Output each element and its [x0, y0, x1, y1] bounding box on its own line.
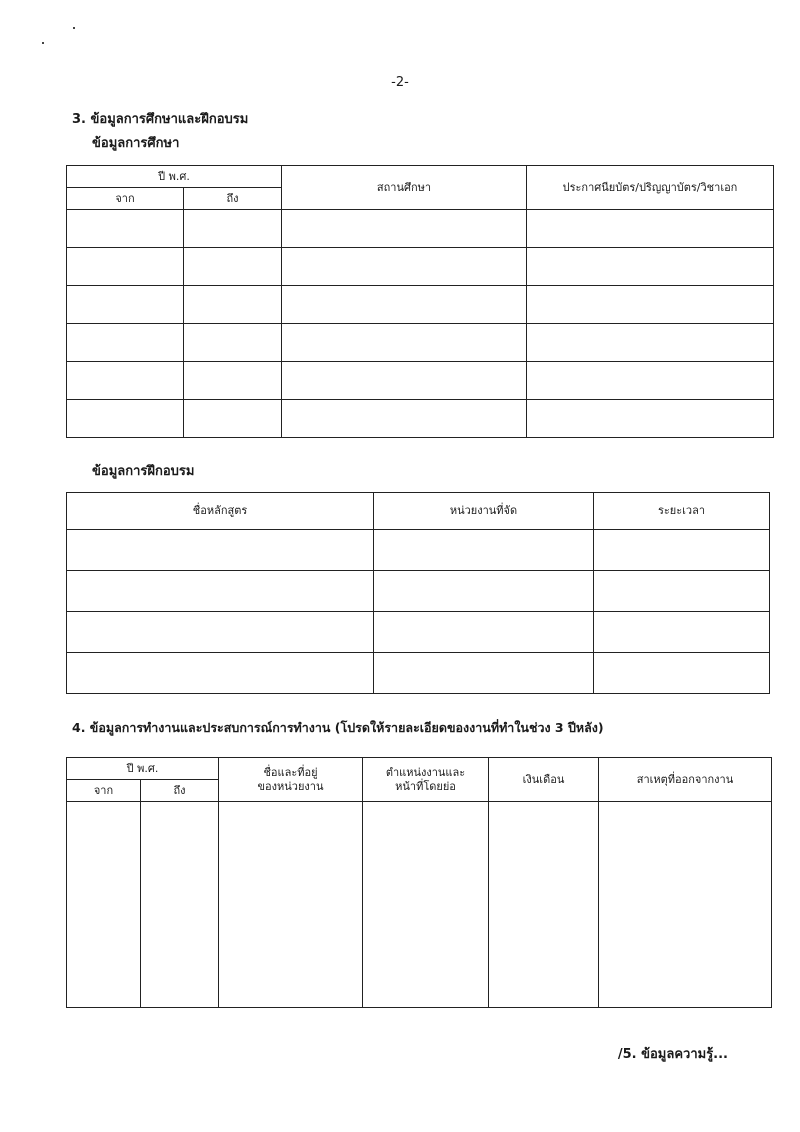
education-cell: [282, 248, 527, 286]
education-cell: [527, 362, 774, 400]
education-row: [67, 248, 774, 286]
training-cell: [374, 612, 594, 653]
training-cell: [67, 612, 374, 653]
training-cell: [594, 653, 770, 694]
education-cell: [67, 362, 184, 400]
training-subtitle: ข้อมูลการฝึกอบรม: [92, 464, 195, 479]
education-institution-header: สถานศึกษา: [282, 166, 527, 210]
training-row: [67, 653, 770, 694]
education-to-header: ถึง: [184, 188, 282, 210]
continued-next-page-note: /5. ข้อมูลความรู้...: [617, 1047, 728, 1062]
education-cell: [527, 210, 774, 248]
work-reason-header: สาเหตุที่ออกจากงาน: [599, 758, 772, 802]
education-cell: [282, 210, 527, 248]
education-cell: [282, 286, 527, 324]
education-cell: [527, 248, 774, 286]
education-cell: [527, 286, 774, 324]
training-cell: [67, 653, 374, 694]
education-row: [67, 286, 774, 324]
education-subtitle: ข้อมูลการศึกษา: [92, 136, 180, 151]
training-cell: [374, 571, 594, 612]
education-cell: [67, 248, 184, 286]
work-position-header-line1: ตำแหน่งงานและ: [385, 765, 466, 779]
training-duration-header: ระยะเวลา: [594, 493, 770, 530]
education-qualification-header: ประกาศนียบัตร/ปริญญาบัตร/วิชาเอก: [527, 166, 774, 210]
scan-speck: [42, 42, 44, 44]
education-cell: [184, 362, 282, 400]
work-to-header: ถึง: [141, 780, 219, 802]
work-cell: [489, 802, 599, 1008]
education-cell: [184, 248, 282, 286]
education-cell: [184, 400, 282, 438]
section3-title: 3. ข้อมูลการศึกษาและฝึกอบรม: [72, 112, 249, 127]
education-row: [67, 362, 774, 400]
work-year-header: ปี พ.ศ.: [67, 758, 219, 780]
training-cell: [67, 571, 374, 612]
education-cell: [67, 324, 184, 362]
training-cell: [594, 571, 770, 612]
education-cell: [527, 400, 774, 438]
training-row: [67, 612, 770, 653]
training-row: [67, 571, 770, 612]
training-table: [66, 492, 770, 694]
education-cell: [282, 324, 527, 362]
work-cell: [141, 802, 219, 1008]
work-from-header: จาก: [67, 780, 141, 802]
work-cell: [599, 802, 772, 1008]
training-cell: [67, 530, 374, 571]
work-entry-row: [67, 802, 772, 1008]
work-salary-header: เงินเดือน: [489, 758, 599, 802]
education-row: [67, 400, 774, 438]
training-cell: [594, 612, 770, 653]
training-organizer-header: หน่วยงานที่จัด: [374, 493, 594, 530]
education-row: [67, 324, 774, 362]
page-number: -2-: [391, 75, 409, 90]
work-employer-header: [219, 758, 363, 802]
education-year-header: ปี พ.ศ.: [67, 166, 282, 188]
section4-title: 4. ข้อมูลการทำงานและประสบการณ์การทำงาน (โปรดให้รายละเอียดของงานที่ทำในช่วง 3 ปีหลัง): [72, 720, 604, 735]
education-cell: [282, 400, 527, 438]
work-experience-table: [66, 757, 772, 1008]
scan-speck: [73, 27, 75, 29]
education-cell: [67, 400, 184, 438]
education-cell: [527, 324, 774, 362]
education-cell: [282, 362, 527, 400]
work-cell: [219, 802, 363, 1008]
work-position-header-line2: หน้าที่โดยย่อ: [395, 779, 456, 793]
training-cell: [374, 530, 594, 571]
training-cell: [594, 530, 770, 571]
training-course-header: ชื่อหลักสูตร: [67, 493, 374, 530]
work-cell: [363, 802, 489, 1008]
work-cell: [67, 802, 141, 1008]
education-cell: [184, 210, 282, 248]
work-employer-header-line2: ของหน่วยงาน: [257, 779, 324, 793]
education-table: [66, 165, 774, 438]
work-employer-header-line1: ชื่อและที่อยู่: [263, 765, 318, 779]
education-cell: [67, 210, 184, 248]
training-row: [67, 530, 770, 571]
education-cell: [184, 324, 282, 362]
education-from-header: จาก: [67, 188, 184, 210]
education-cell: [184, 286, 282, 324]
work-position-header: [363, 758, 489, 802]
education-row: [67, 210, 774, 248]
education-cell: [67, 286, 184, 324]
training-cell: [374, 653, 594, 694]
